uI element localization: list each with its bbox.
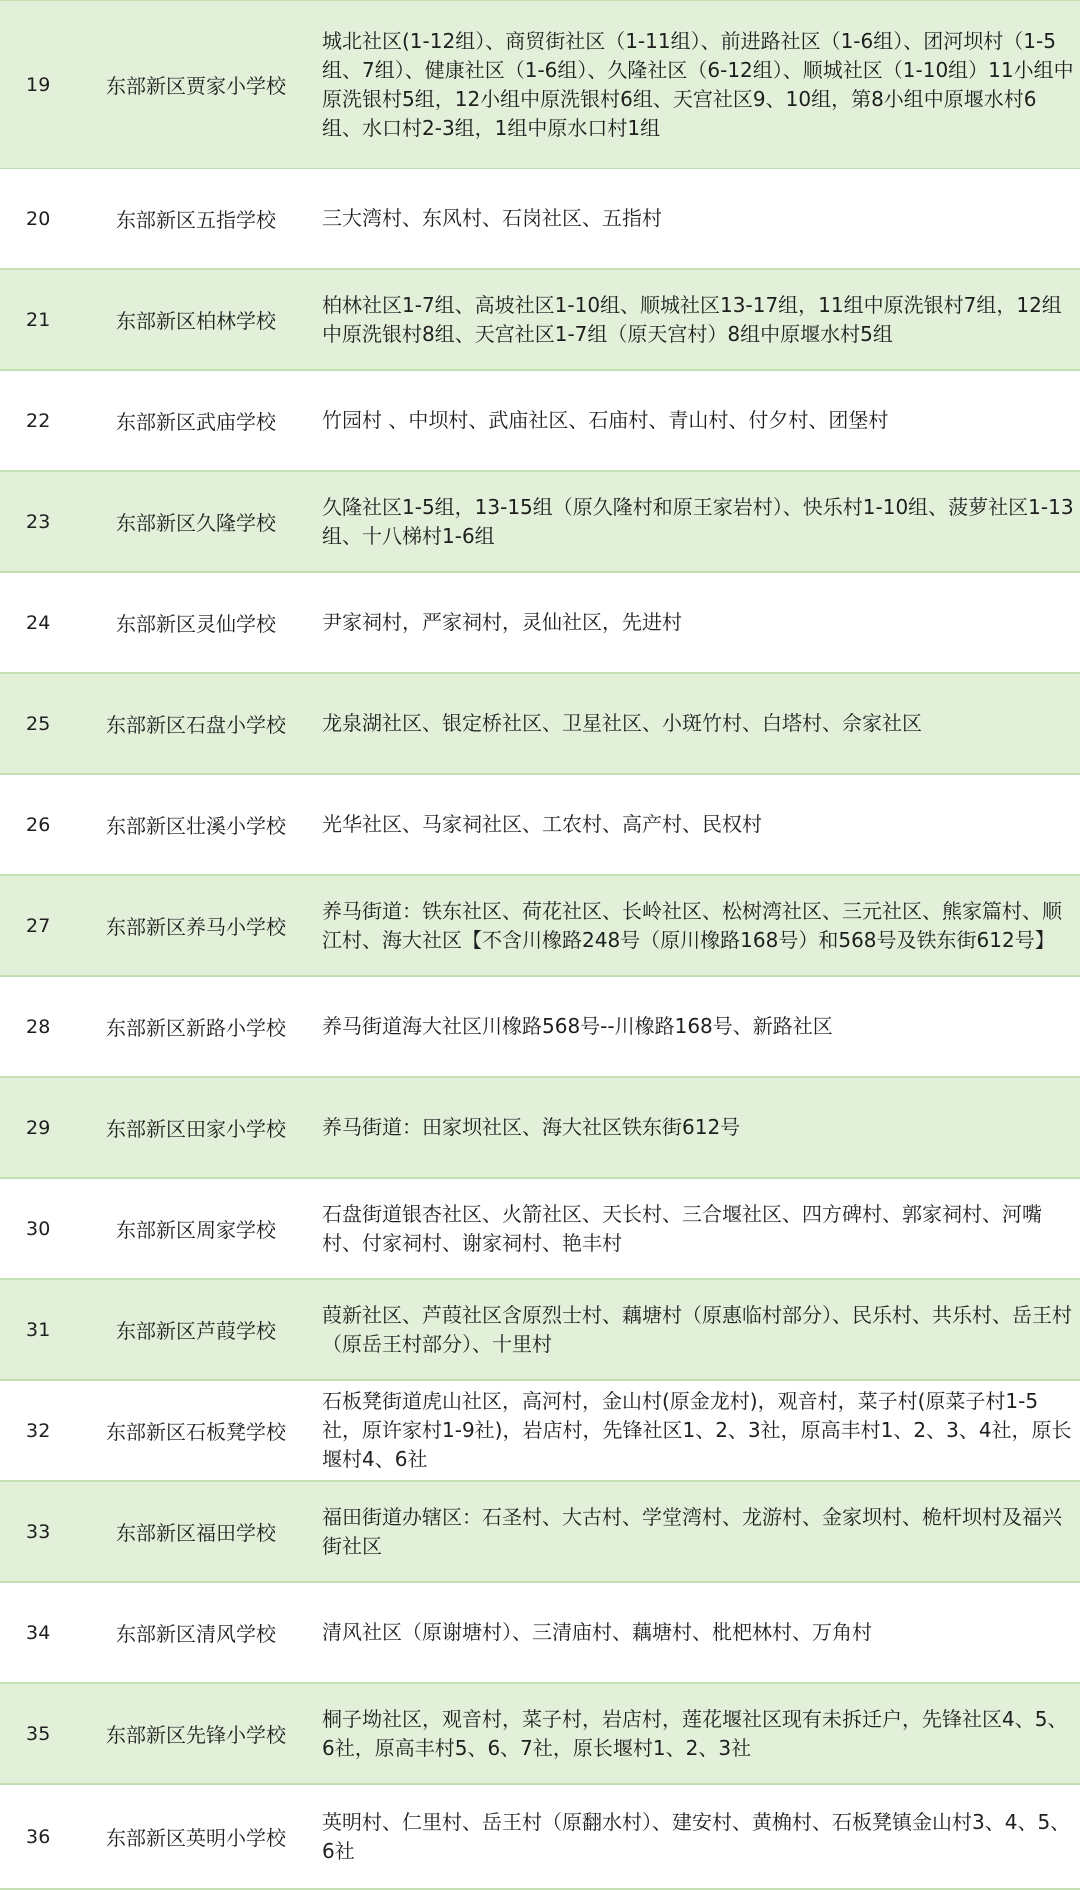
row-number: 20 <box>26 207 51 230</box>
row-number: 27 <box>26 914 51 937</box>
catchment-area-text: 葭新社区、芦葭社区含原烈士村、藕塘村（原惠临村部分）、民乐村、共乐村、岳王村（原岳王村部分）、十里村 <box>322 1302 1072 1356</box>
catchment-area-cell <box>322 1179 1078 1278</box>
table-row <box>0 472 1080 573</box>
row-number: 31 <box>26 1318 51 1341</box>
table-row <box>0 775 1080 876</box>
table-row <box>0 876 1080 977</box>
catchment-area-cell <box>322 472 1078 571</box>
table-row <box>0 1583 1080 1684</box>
school-name: 东部新区贾家小学校 <box>106 74 286 98</box>
row-number: 33 <box>26 1520 51 1543</box>
school-name: 东部新区久隆学校 <box>116 511 276 535</box>
catchment-area-cell <box>322 1785 1078 1888</box>
catchment-area-text: 英明村、仁里村、岳王村（原翻水村）、建安村、黄桷村、石板凳镇金山村3、4、5、6社 <box>322 1809 1071 1863</box>
school-name: 东部新区五指学校 <box>116 208 276 232</box>
catchment-area-text: 久隆社区1-5组，13-15组（原久隆村和原王家岩村）、快乐村1-10组、菠萝社区1-13组、十八梯村1-6组 <box>322 494 1074 548</box>
table-row <box>0 1 1080 170</box>
catchment-area-cell <box>322 977 1078 1076</box>
catchment-area-cell <box>322 1684 1078 1783</box>
catchment-area-cell <box>322 1482 1078 1581</box>
catchment-area-cell <box>322 270 1078 369</box>
catchment-area-text: 养马街道：田家坝社区、海大社区铁东街612号 <box>322 1115 741 1139</box>
school-name: 东部新区石板凳学校 <box>106 1420 286 1444</box>
catchment-area-text: 竹园村 、中坝村、武庙社区、石庙村、青山村、付夕村、团堡村 <box>322 408 889 432</box>
catchment-area-cell <box>322 876 1078 975</box>
row-number: 29 <box>26 1116 51 1139</box>
table-row <box>0 1785 1080 1890</box>
row-number: 26 <box>26 813 51 836</box>
catchment-area-text: 石板凳街道虎山社区，高河村，金山村(原金龙村)，观音村，菜子村(原菜子村1-5社，原许家村1-9社)，岩店村，先锋社区1、2、3社，原高丰村1、2、3、4社，原长堰村4、6社 <box>322 1389 1072 1471</box>
row-number: 19 <box>26 73 51 96</box>
school-name: 东部新区养马小学校 <box>106 915 286 939</box>
catchment-area-text: 龙泉湖社区、银定桥社区、卫星社区、小斑竹村、白塔村、佘家社区 <box>322 711 922 735</box>
school-name: 东部新区新路小学校 <box>106 1016 286 1040</box>
row-number: 22 <box>26 409 51 432</box>
row-number: 28 <box>26 1015 51 1038</box>
school-name: 东部新区武庙学校 <box>116 410 276 434</box>
catchment-area-text: 城北社区(1-12组）、商贸街社区（1-11组）、前进路社区（1-6组）、团河坝村（1-5组、7组）、健康社区（1-6组）、久隆社区（6-12组）、顺城社区（1-10组）11小组中原洗银村5组，12小组中原洗银村6组、天宫社区9、10组，第8小组中原堰水村6组、水口村2-3组，1组中原水口村1组 <box>322 28 1074 140</box>
school-name: 东部新区清风学校 <box>116 1622 276 1646</box>
catchment-area-text: 柏林社区1-7组、高坡社区1-10组、顺城社区13-17组，11组中原洗银村7组，12组中原洗银村8组、天宫社区1-7组（原天宫村）8组中原堰水村5组 <box>322 292 1062 346</box>
catchment-area-cell <box>322 371 1078 470</box>
catchment-area-text: 桐子坳社区，观音村，菜子村，岩店村，莲花堰社区现有未拆迁户，先锋社区4、5、6社，原高丰村5、6、7社，原长堰村1、2、3社 <box>322 1706 1068 1760</box>
row-number: 32 <box>26 1419 51 1442</box>
row-number: 25 <box>26 712 51 735</box>
row-number: 36 <box>26 1825 51 1848</box>
catchment-area-text: 光华社区、马家祠社区、工农村、高产村、民权村 <box>322 812 762 836</box>
catchment-area-text: 养马街道海大社区川橡路568号--川橡路168号、新路社区 <box>322 1014 833 1038</box>
school-name: 东部新区田家小学校 <box>106 1117 286 1141</box>
school-name: 东部新区周家学校 <box>116 1218 276 1242</box>
table-row <box>0 1179 1080 1280</box>
table-row <box>0 169 1080 270</box>
table-row <box>0 1482 1080 1583</box>
table-row <box>0 977 1080 1078</box>
school-name: 东部新区壮溪小学校 <box>106 814 286 838</box>
catchment-area-cell <box>322 1280 1078 1379</box>
table-row <box>0 1684 1080 1785</box>
row-number: 24 <box>26 611 51 634</box>
catchment-area-cell <box>322 1 1078 168</box>
school-name: 东部新区福田学校 <box>116 1521 276 1545</box>
table-row <box>0 270 1080 371</box>
table-row <box>0 573 1080 674</box>
row-number: 30 <box>26 1217 51 1240</box>
row-number: 34 <box>26 1621 51 1644</box>
catchment-area-cell <box>322 169 1078 268</box>
catchment-area-cell <box>322 1381 1078 1480</box>
row-number: 21 <box>26 308 51 331</box>
catchment-area-text: 尹家祠村，严家祠村，灵仙社区，先进村 <box>322 610 682 634</box>
table-row <box>0 1381 1080 1482</box>
school-name: 东部新区柏林学校 <box>116 309 276 333</box>
catchment-area-cell <box>322 1583 1078 1682</box>
catchment-area-text: 福田街道办辖区：石圣村、大古村、学堂湾村、龙游村、金家坝村、桅杆坝村及福兴街社区 <box>322 1504 1062 1558</box>
catchment-area-text: 清风社区（原谢塘村）、三清庙村、藕塘村、枇杷林村、万角村 <box>322 1620 872 1644</box>
row-number: 35 <box>26 1722 51 1745</box>
table-row <box>0 674 1080 775</box>
table-row <box>0 371 1080 472</box>
catchment-area-cell <box>322 573 1078 672</box>
catchment-area-text: 养马街道：铁东社区、荷花社区、长岭社区、松树湾社区、三元社区、熊家篇村、顺江村、海大社区【不含川橡路248号（原川橡路168号）和568号及铁东街612号】 <box>322 898 1062 952</box>
school-name: 东部新区石盘小学校 <box>106 713 286 737</box>
school-name: 东部新区芦葭学校 <box>116 1319 276 1343</box>
catchment-area-text: 三大湾村、东风村、石岗社区、五指村 <box>322 206 662 230</box>
catchment-area-cell <box>322 674 1078 773</box>
catchment-area-text: 石盘街道银杏社区、火箭社区、天长村、三合堰社区、四方碑村、郭家祠村、河嘴村、付家祠村、谢家祠村、艳丰村 <box>322 1201 1042 1255</box>
table-row <box>0 1078 1080 1179</box>
row-number: 23 <box>26 510 51 533</box>
school-name: 东部新区先锋小学校 <box>106 1723 286 1747</box>
catchment-area-cell <box>322 775 1078 874</box>
school-name: 东部新区灵仙学校 <box>116 612 276 636</box>
school-name: 东部新区英明小学校 <box>106 1826 286 1850</box>
catchment-area-cell <box>322 1078 1078 1177</box>
table-row <box>0 1280 1080 1381</box>
